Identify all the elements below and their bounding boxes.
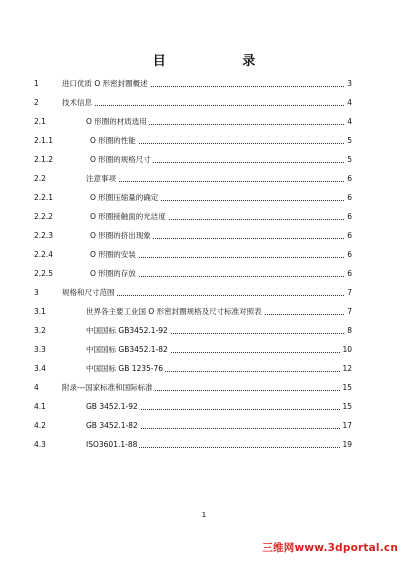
toc-entry-page: 6 xyxy=(345,172,352,186)
toc-leader-dots xyxy=(62,96,350,110)
toc-entry-page: 8 xyxy=(345,324,352,338)
watermark: 三维网www.3dportal.cn xyxy=(262,542,398,554)
toc-entry-title: O 形圈的性能 xyxy=(90,134,138,148)
toc-entry-title: O 形圈的安装 xyxy=(90,248,138,262)
page-number: 1 xyxy=(201,511,207,519)
toc-entry-title: 世界各主要工业国 O 形密封圈规格及尺寸标准对照表 xyxy=(86,305,264,319)
toc-entry-page: 6 xyxy=(345,248,352,262)
toc-entry-number: 4.1 xyxy=(34,402,46,411)
toc-entry[interactable] xyxy=(0,305,408,319)
toc-entry[interactable] xyxy=(0,210,408,224)
toc-entry-title: 中国国标 GB3452.1-92 xyxy=(86,324,170,338)
toc-entry[interactable] xyxy=(0,134,408,148)
toc-entry-number: 2.1.1 xyxy=(34,136,54,145)
toc-entry-page: 6 xyxy=(345,210,352,224)
toc-entry[interactable] xyxy=(0,438,408,452)
toc-entry-number: 3.1 xyxy=(34,307,46,316)
toc-entry-title: O 形圈的存放 xyxy=(90,267,138,281)
toc-entry-page: 6 xyxy=(345,191,352,205)
toc-entry[interactable] xyxy=(0,172,408,186)
toc-entry-number: 2.2 xyxy=(34,174,46,183)
toc-entry-number: 2.2.3 xyxy=(34,231,54,240)
toc-entry-page: 12 xyxy=(340,362,352,376)
toc-entry-number: 2.2.4 xyxy=(34,250,54,259)
toc-entry-title: GB 3452.1-82 xyxy=(86,419,140,433)
toc-entry-page: 6 xyxy=(345,229,352,243)
toc-entry-number: 1 xyxy=(34,79,39,88)
toc-entry-number: 2.1.2 xyxy=(34,155,54,164)
toc-entry[interactable] xyxy=(0,419,408,433)
toc-entry[interactable] xyxy=(0,191,408,205)
toc-entry-page: 19 xyxy=(340,438,352,452)
toc-entry-number: 3.2 xyxy=(34,326,46,335)
toc-entry-title: GB 3452.1-92 xyxy=(86,400,140,414)
toc-entry-page: 15 xyxy=(340,400,352,414)
toc-entry-page: 10 xyxy=(340,343,352,357)
toc-entry[interactable] xyxy=(0,381,408,395)
toc-entry-number: 2 xyxy=(34,98,39,107)
toc-entry-number: 2.2.1 xyxy=(34,193,54,202)
toc-entry-title: 中国国标 GB 1235-76 xyxy=(86,362,165,376)
toc-entry[interactable] xyxy=(0,286,408,300)
toc-entry-title: O 形圈的材质选用 xyxy=(86,115,149,129)
toc-entry-title: 进口优质 O 形密封圈概述 xyxy=(62,77,150,91)
toc-entry-page: 4 xyxy=(345,96,352,110)
page-title: 目 录 xyxy=(152,54,292,69)
toc-entry[interactable] xyxy=(0,229,408,243)
toc-entry-title: 中国国标 GB3452.1-82 xyxy=(86,343,170,357)
toc-entry[interactable] xyxy=(0,96,408,110)
toc-entry[interactable] xyxy=(0,400,408,414)
toc-entry-page: 5 xyxy=(345,134,352,148)
toc-leader-dots xyxy=(86,172,350,186)
toc-entry-title: O 形圈压缩量的确定 xyxy=(90,191,160,205)
toc-entry-title: 附录---国家标准和国际标准 xyxy=(62,381,155,395)
toc-entry-title: O 形圈接触面的光洁度 xyxy=(90,210,168,224)
toc-entry-title: 技术信息 xyxy=(62,96,94,110)
toc-entry-page: 6 xyxy=(345,267,352,281)
toc-entry[interactable] xyxy=(0,362,408,376)
toc-entry-number: 4.2 xyxy=(34,421,46,430)
toc-entry-title: O 形圈的规格尺寸 xyxy=(90,153,153,167)
toc-entry-number: 2.2.2 xyxy=(34,212,54,221)
toc-entry-title: O 形圈的挤出现象 xyxy=(90,229,153,243)
toc-entry-number: 2.1 xyxy=(34,117,46,126)
toc-entry-page: 15 xyxy=(340,381,352,395)
toc-entry-number: 4.3 xyxy=(34,440,46,449)
toc-entry[interactable] xyxy=(0,343,408,357)
toc-entry-page: 7 xyxy=(345,305,352,319)
toc-entry-number: 3 xyxy=(34,288,39,297)
toc-entry-title: ISO3601.1-88 xyxy=(86,438,139,452)
toc-entry-number: 3.3 xyxy=(34,345,46,354)
toc-entry[interactable] xyxy=(0,77,408,91)
toc-entry-number: 2.2.5 xyxy=(34,269,54,278)
toc-entry-title: 规格和尺寸范围 xyxy=(62,286,117,300)
toc-entry-page: 3 xyxy=(345,77,352,91)
toc-entry-page: 4 xyxy=(345,115,352,129)
toc-entry[interactable] xyxy=(0,153,408,167)
toc-entry[interactable] xyxy=(0,324,408,338)
toc-entry-page: 5 xyxy=(345,153,352,167)
toc-entry-page: 7 xyxy=(345,286,352,300)
toc-entry[interactable] xyxy=(0,248,408,262)
toc-entry-page: 17 xyxy=(340,419,352,433)
toc-entry[interactable] xyxy=(0,115,408,129)
toc-entry-number: 3.4 xyxy=(34,364,46,373)
toc-entry-number: 4 xyxy=(34,383,39,392)
toc-entry-title: 注意事项 xyxy=(86,172,118,186)
toc-entry[interactable] xyxy=(0,267,408,281)
